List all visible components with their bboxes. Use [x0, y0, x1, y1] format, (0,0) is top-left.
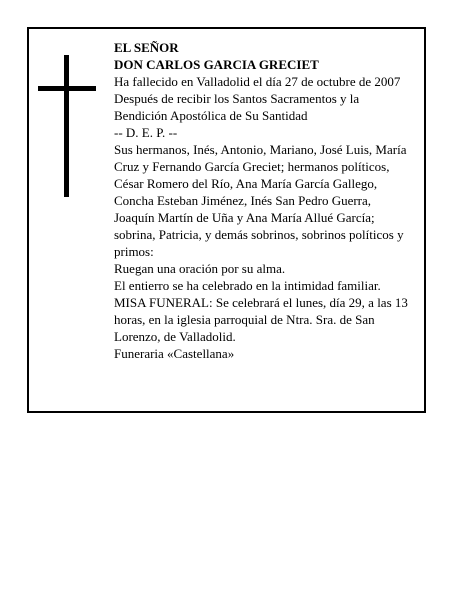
cross-vertical-bar — [64, 55, 69, 197]
deceased-name: DON CARLOS GARCIA GRECIET — [114, 57, 319, 72]
burial-info: El entierro se ha celebrado en la intimidad familiar. — [114, 278, 381, 293]
family-list: Sus hermanos, Inés, Antonio, Mariano, José Luis, María Cruz y Fernando García Greciet; hermanos políticos, César Romero del Río, Ana María García Gallego, Concha Esteban Jiménez, Inés San Pedro Guerra, Joaquín Martín de Uña y Ana María Allué García; sobrina, Patricia, y demás sobrinos, sobrinos políticos y primos: — [114, 142, 407, 259]
funeral-mass-info: MISA FUNERAL: Se celebrará el lunes, día 29, a las 13 horas, en la iglesia parroquial de Ntra. Sra. de San Lorenzo, de Valladolid. — [114, 295, 408, 344]
funeral-home: Funeraria «Castellana» — [114, 346, 235, 361]
rip-text: -- D. E. P. -- — [114, 125, 178, 140]
obituary-text-block — [114, 39, 414, 362]
cross-horizontal-bar — [38, 86, 96, 91]
notice-title: EL SEÑOR — [114, 40, 179, 55]
cross-icon — [38, 55, 96, 197]
death-announcement: Ha fallecido en Valladolid el día 27 de octubre de 2007 — [114, 74, 401, 89]
sacraments-text: Después de recibir los Santos Sacramentos y la Bendición Apostólica de Su Santidad — [114, 91, 360, 123]
prayer-request: Ruegan una oración por su alma. — [114, 261, 286, 276]
